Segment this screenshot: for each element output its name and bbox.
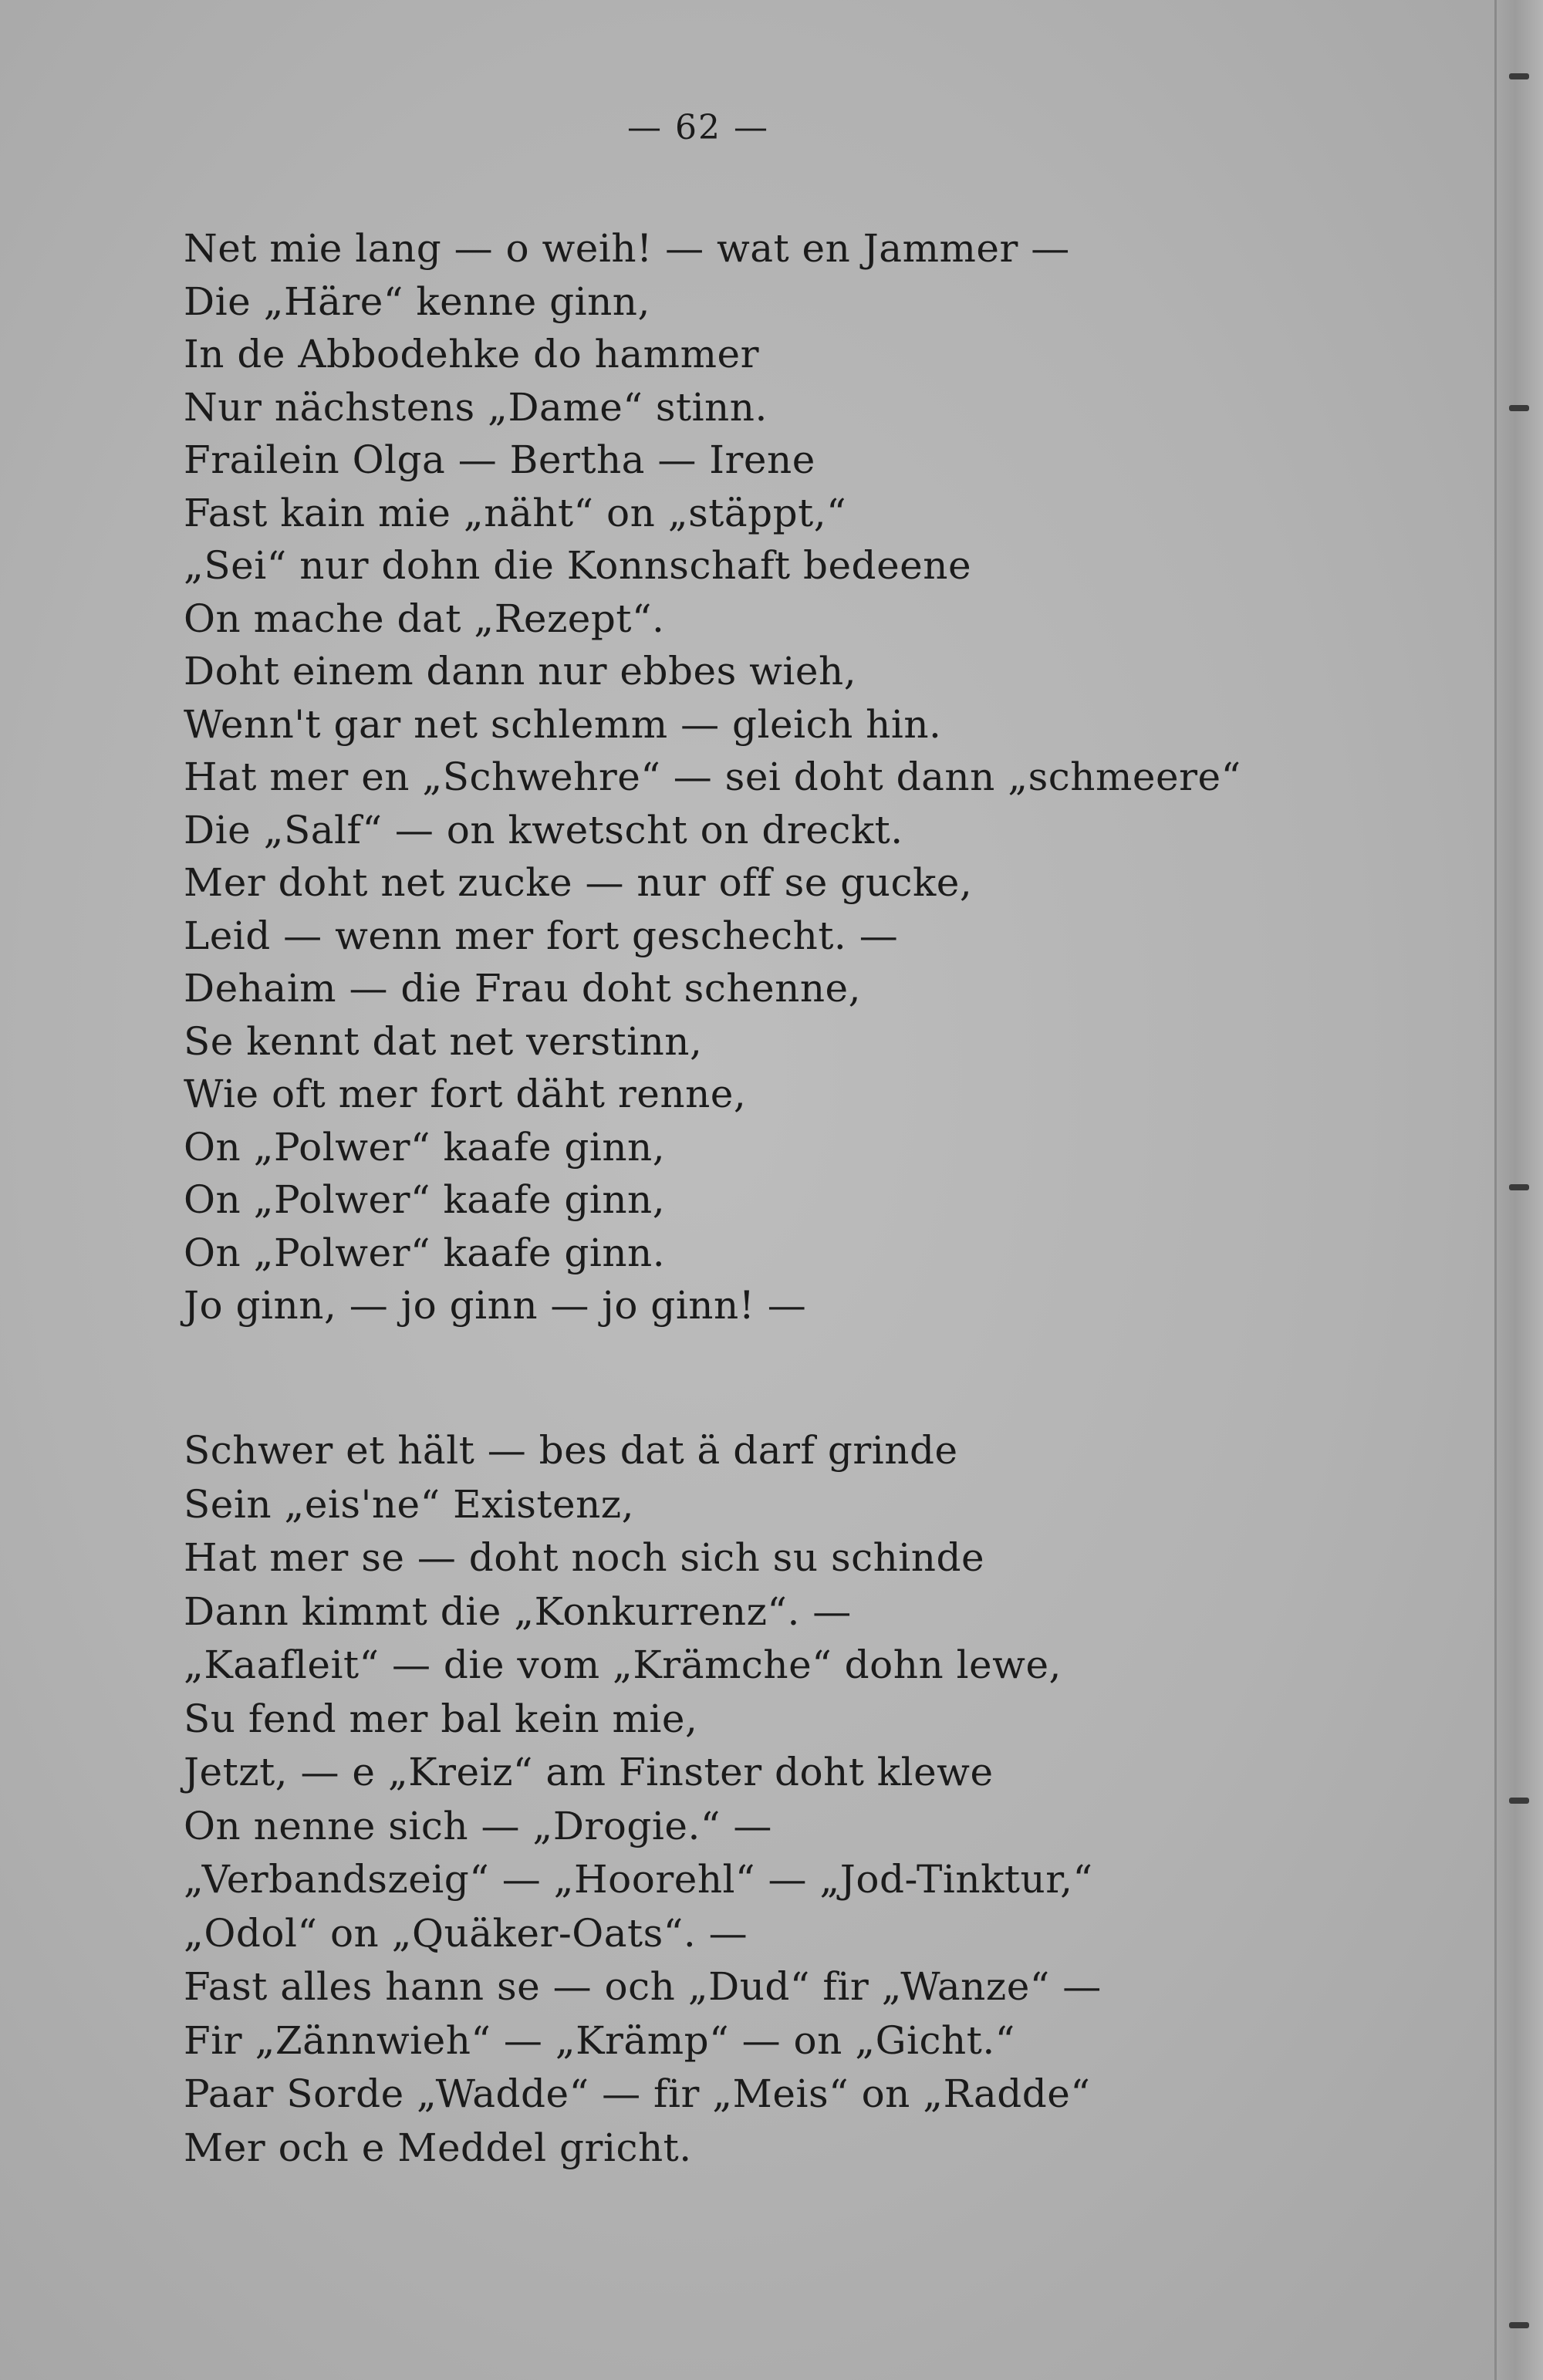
verse-line: Dehaim — die Frau doht schenne, bbox=[184, 966, 861, 1011]
verse-line: Wenn't gar net schlemm — gleich hin. bbox=[184, 701, 942, 747]
verse-line: „Sei“ nur dohn die Konnschaft bedeene bbox=[184, 543, 972, 588]
verse-line: On nenne sich — „Drogie.“ — bbox=[184, 1803, 772, 1848]
binding-stitch bbox=[1509, 405, 1529, 411]
verse-line: Die „Häre“ kenne ginn, bbox=[184, 279, 650, 324]
verse-line: Nur nächstens „Dame“ stinn. bbox=[184, 384, 768, 430]
binding-stitch bbox=[1509, 2322, 1529, 2328]
verse-line: Fir „Zännwieh“ — „Krämp“ — on „Gicht.“ bbox=[184, 2017, 1015, 2063]
verse-line: Se kennt dat net verstinn, bbox=[184, 1018, 703, 1064]
verse-line: Schwer et hält — bes dat ä darf grinde bbox=[184, 1428, 958, 1473]
verse-line: Hat mer en „Schwehre“ — sei doht dann „schmeere“ bbox=[184, 755, 1241, 799]
verse-line: Doht einem dann nur ebbes wieh, bbox=[184, 649, 857, 694]
verse-line: In de Abbodehke do hammer bbox=[184, 332, 759, 376]
verse-line: Mer och e Meddel gricht. bbox=[184, 2125, 692, 2170]
verse-line: „Kaafleit“ — die vom „Krämche“ dohn lewe, bbox=[184, 1642, 1062, 1687]
verse-line: „Verbandszeig“ — „Hoorehl“ — „Jod-Tinktur,“ bbox=[184, 1857, 1093, 1902]
verse-line: Sein „eis'ne“ Existenz, bbox=[184, 1481, 635, 1527]
verse-line: Jetzt, — e „Kreiz“ am Finster doht klewe bbox=[184, 1750, 994, 1794]
verse-line: Hat mer se — doht noch sich su schinde bbox=[184, 1535, 985, 1580]
verse-line: On mache dat „Rezept“. bbox=[184, 596, 665, 641]
verse-line: Fast alles hann se — och „Dud“ fir „Wanze“ — bbox=[184, 1964, 1102, 2009]
verse-line: „Odol“ on „Quäker-Oats“. — bbox=[184, 1910, 748, 1956]
verse-line: Frailein Olga — Bertha — Irene bbox=[184, 437, 815, 482]
binding-stitch bbox=[1509, 1184, 1529, 1190]
verse-line: On „Polwer“ kaafe ginn, bbox=[184, 1177, 666, 1222]
binding-stitch bbox=[1509, 1798, 1529, 1804]
verse-line: Fast kain mie „näht“ on „stäppt,“ bbox=[184, 490, 847, 535]
page-number: — 62 — bbox=[627, 108, 769, 147]
verse-line: Dann kimmt die „Konkurrenz“. — bbox=[184, 1588, 852, 1634]
verse-line: On „Polwer“ kaafe ginn. bbox=[184, 1230, 666, 1275]
verse-line: On „Polwer“ kaafe ginn, bbox=[184, 1124, 666, 1170]
verse-line: Leid — wenn mer fort geschecht. — bbox=[184, 913, 899, 958]
verse-line: Die „Salf“ — on kwetscht on dreckt. bbox=[184, 807, 903, 852]
stanza-1 bbox=[184, 222, 1241, 1332]
verse-line: Su fend mer bal kein mie, bbox=[184, 1696, 698, 1741]
stanza-2 bbox=[184, 1424, 1102, 2175]
verse-line: Jo ginn, — jo ginn — jo ginn! — bbox=[184, 1283, 807, 1328]
verse-line: Paar Sorde „Wadde“ — fir „Meis“ on „Radde“ bbox=[184, 2071, 1091, 2116]
binding-stitch bbox=[1509, 73, 1529, 79]
binding-edge bbox=[1494, 0, 1543, 2380]
verse-line: Mer doht net zucke — nur off se gucke, bbox=[184, 860, 973, 905]
verse-line: Wie oft mer fort däht renne, bbox=[184, 1072, 747, 1116]
verse-line: Net mie lang — o weih! — wat en Jammer — bbox=[184, 226, 1070, 271]
